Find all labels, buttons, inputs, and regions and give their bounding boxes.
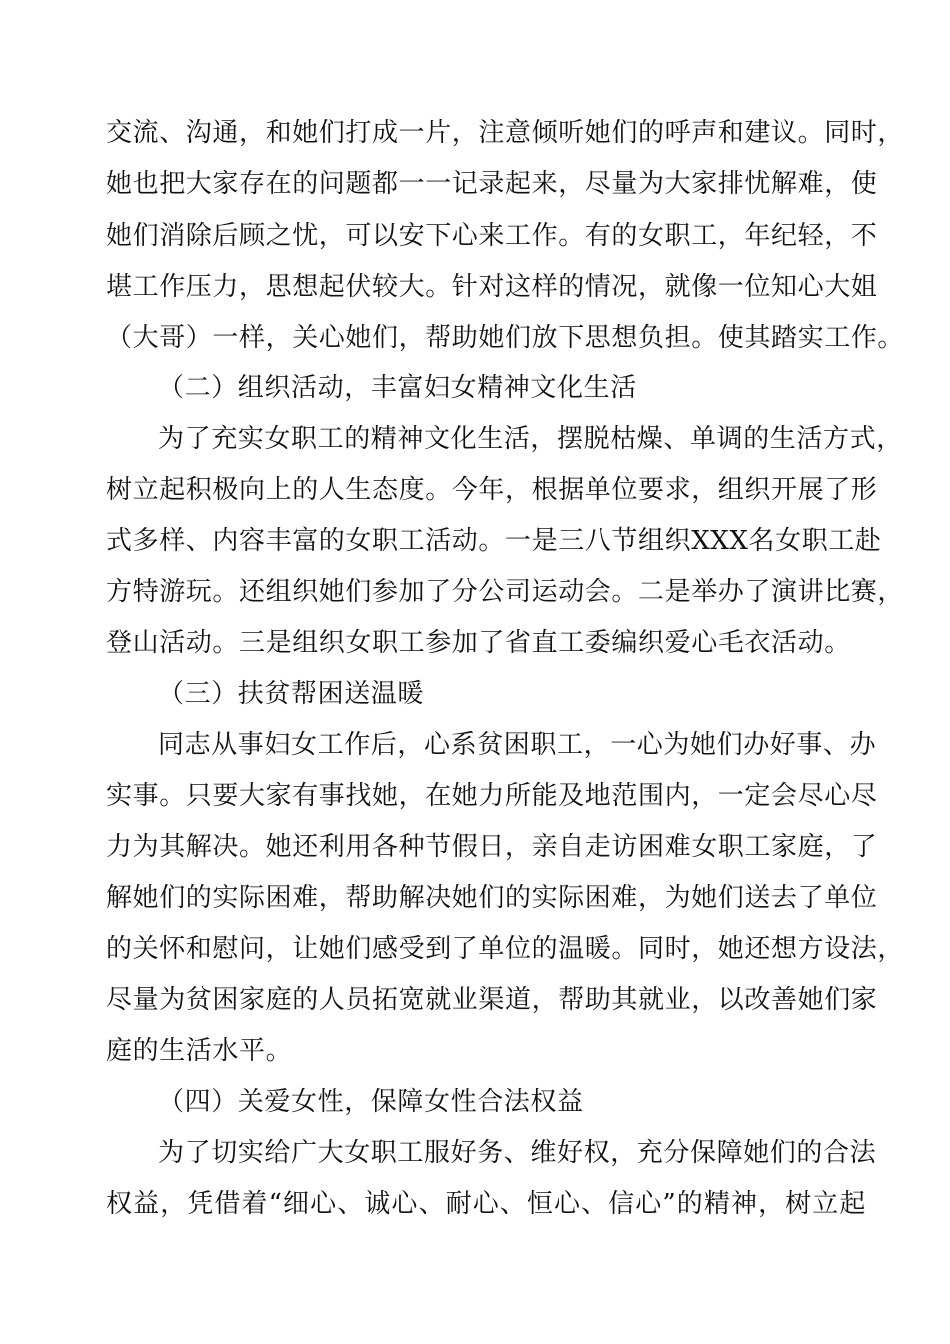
body-text-line: 实事。只要大家有事找她，在她力所能及地范围内，一定会尽心尽 bbox=[106, 781, 878, 811]
body-text-line: 式多样、内容丰富的女职工活动。一是三八节组织XXX名女职工赴 bbox=[106, 526, 882, 556]
body-text-line: 树立起积极向上的人生态度。今年，根据单位要求，组织开展了形 bbox=[106, 475, 878, 505]
body-text-line: 她也把大家存在的问题都一一记录起来，尽量为大家排忧解难，使 bbox=[106, 169, 878, 199]
body-text-line: 堪工作压力，思想起伏较大。针对这样的情况，就像一位知心大姐 bbox=[106, 272, 878, 302]
body-text-line: 交流、沟通，和她们打成一片，注意倾听她们的呼声和建议。同时， bbox=[106, 118, 905, 148]
body-text-line: 尽量为贫困家庭的人员拓宽就业渠道，帮助其就业，以改善她们家 bbox=[106, 985, 878, 1015]
body-text-line: 的关怀和慰问，让她们感受到了单位的温暖。同时，她还想方设法， bbox=[106, 934, 905, 964]
body-text-line: 力为其解决。她还利用各种节假日，亲自走访困难女职工家庭，了 bbox=[106, 832, 878, 862]
section-heading-3: （三）扶贫帮困送温暖 bbox=[158, 679, 425, 709]
body-text-line: 为了充实女职工的精神文化生活，摆脱枯燥、单调的生活方式， bbox=[158, 424, 903, 454]
body-text-line: 权益，凭借着“细心、诚心、耐心、恒心、信心”的精神，树立起 bbox=[106, 1189, 866, 1219]
body-text-line: 为了切实给广大女职工服好务、维好权，充分保障她们的合法 bbox=[158, 1138, 877, 1168]
body-text-line: 她们消除后顾之忧，可以安下心来工作。有的女职工，年纪轻，不 bbox=[106, 221, 878, 251]
body-text-line: （大哥）一样，关心她们，帮助她们放下思想负担。使其踏实工作。 bbox=[106, 323, 905, 353]
body-text-line: 庭的生活水平。 bbox=[106, 1036, 293, 1066]
section-heading-2: （二）组织活动，丰富妇女精神文化生活 bbox=[158, 373, 637, 403]
body-text-line: 同志从事妇女工作后，心系贫困职工，一心为她们办好事、办 bbox=[158, 730, 877, 760]
body-text-line: 解她们的实际困难，帮助解决她们的实际困难，为她们送去了单位 bbox=[106, 883, 878, 913]
body-text-line: 方特游玩。还组织她们参加了分公司运动会。二是举办了演讲比赛， bbox=[106, 577, 905, 607]
section-heading-4: （四）关爱女性，保障女性合法权益 bbox=[158, 1087, 584, 1117]
body-text-line: 登山活动。三是组织女职工参加了省直工委编织爱心毛衣活动。 bbox=[106, 628, 851, 658]
